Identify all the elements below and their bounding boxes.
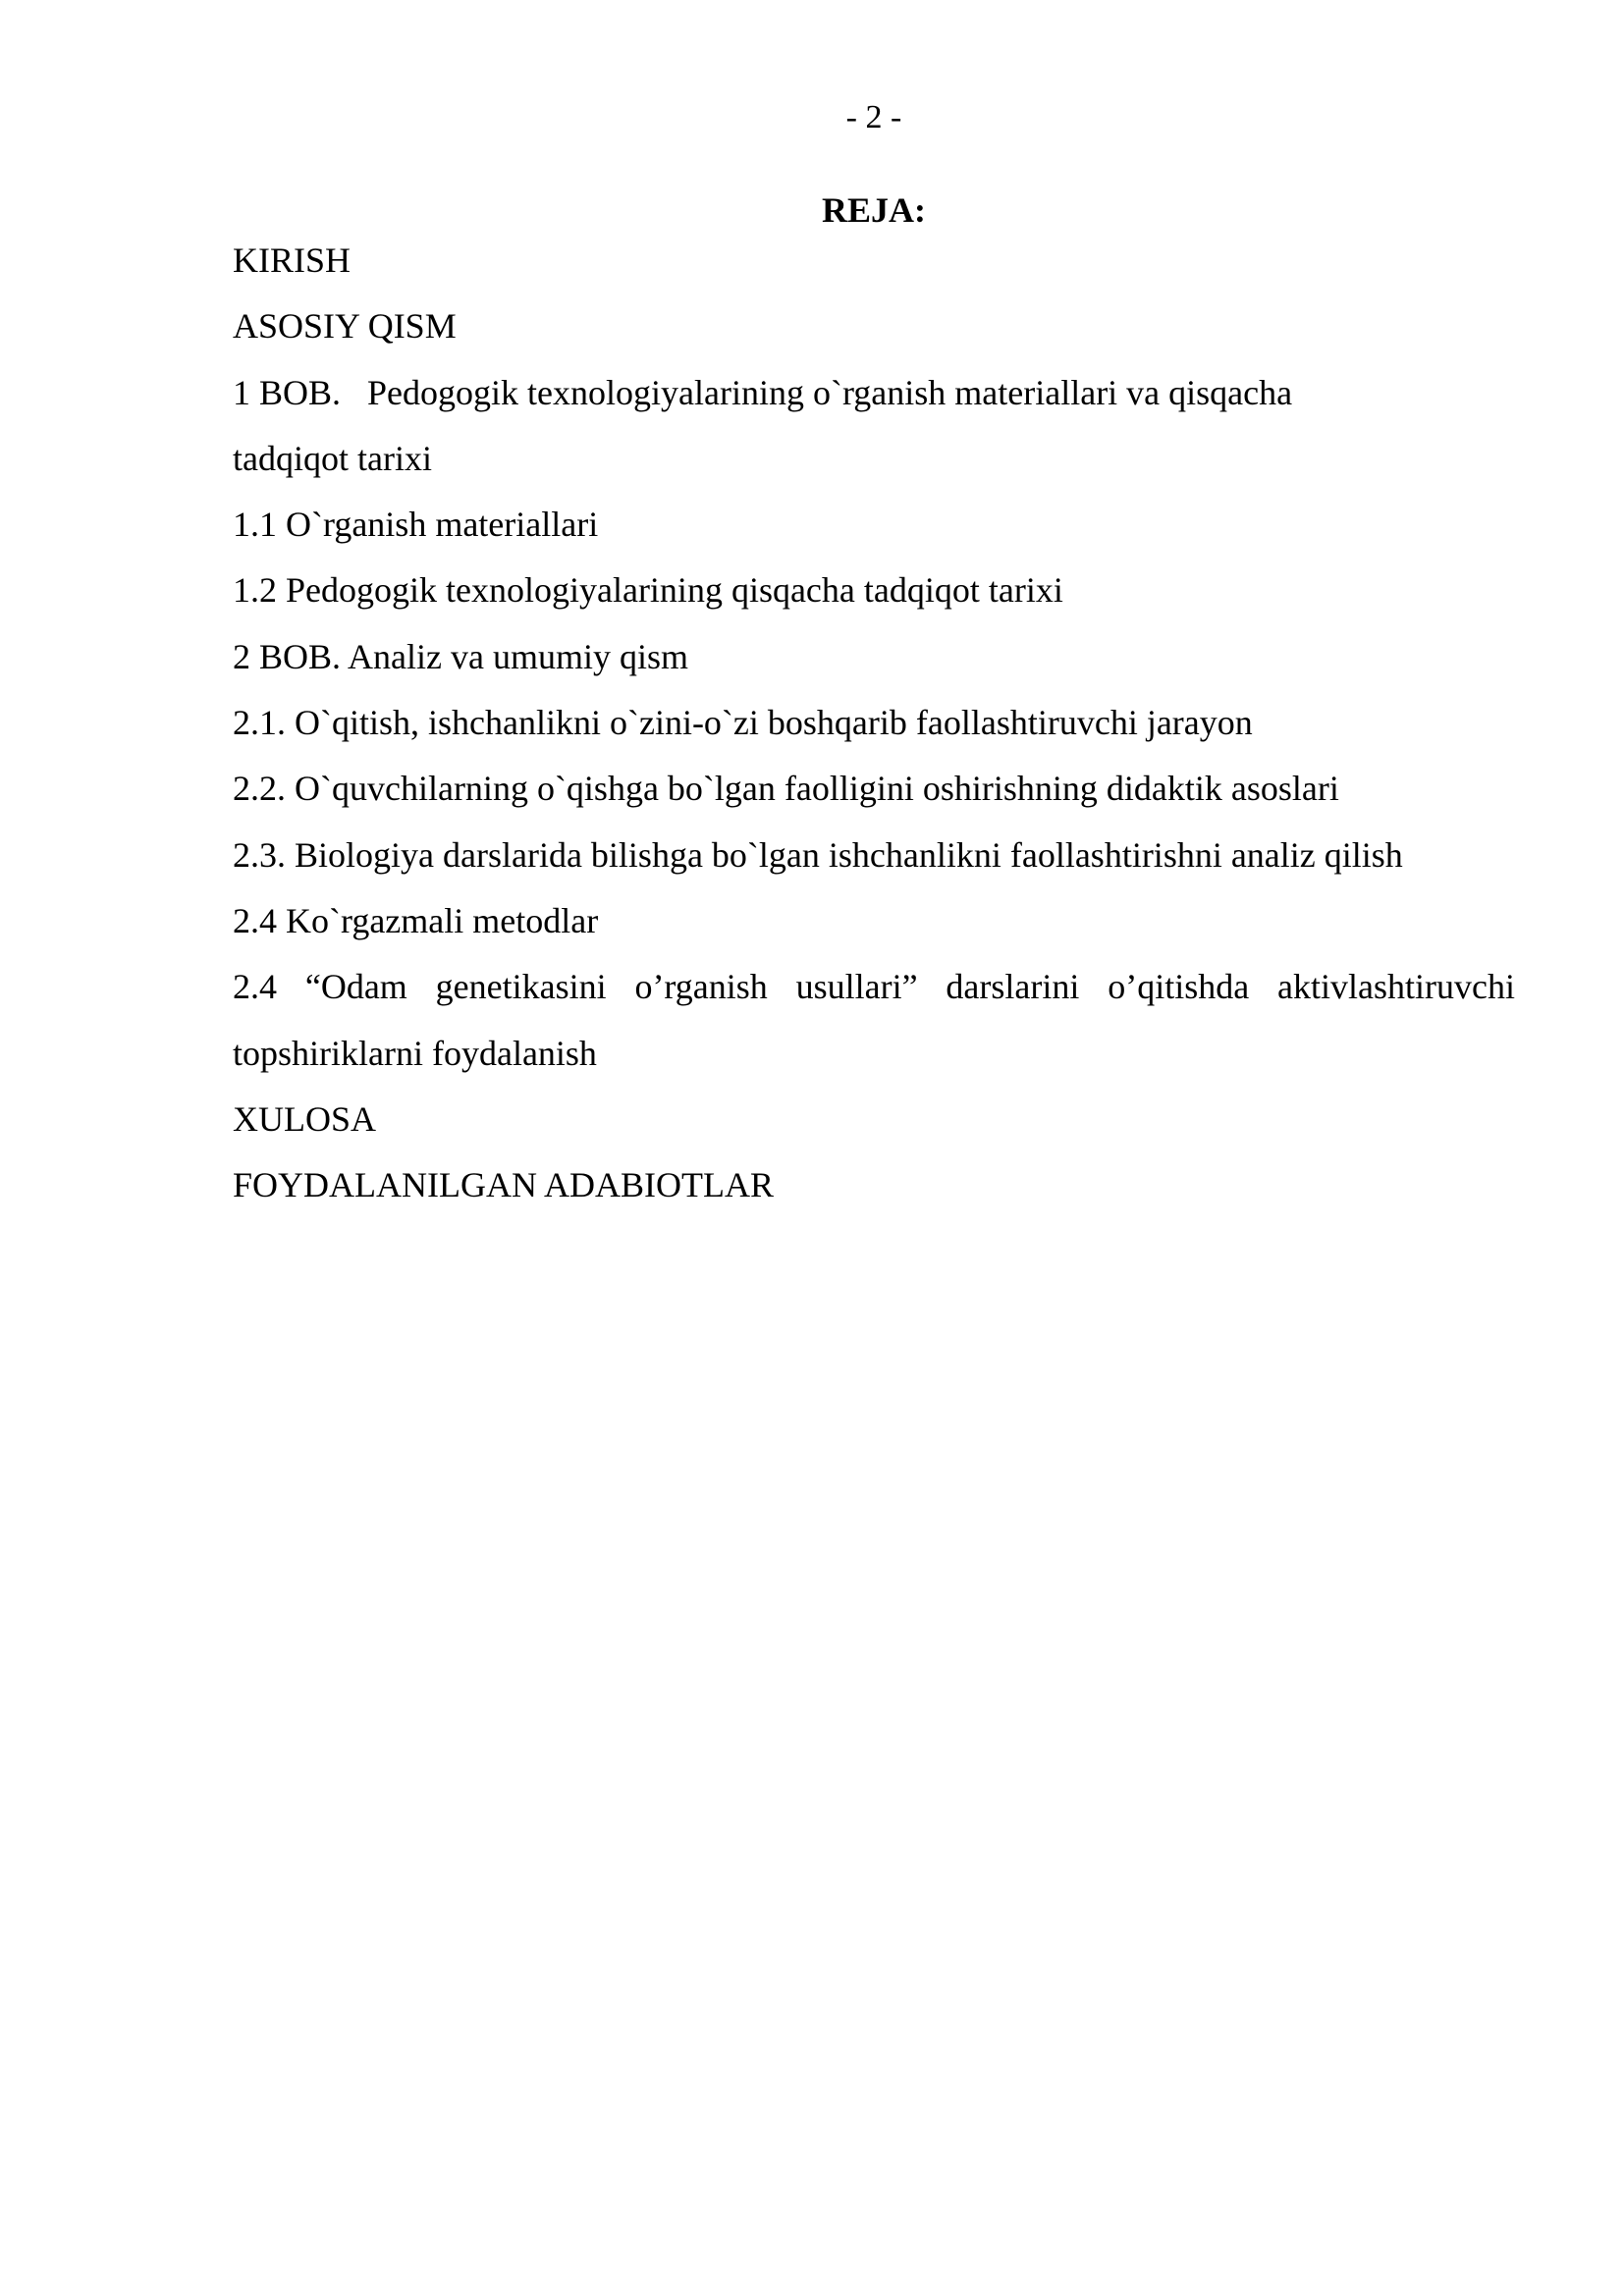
toc-item-2-4-genetika: 2.4 “Odam genetikasini o’rganish usullari” darslarini o’qitishda aktivlashtiruvchi topshiriklarni foydalanish: [233, 967, 1515, 1073]
toc-item-xulosa: XULOSA: [233, 1098, 377, 1139]
toc-item-1-1: 1.1 O`rganish materiallari: [233, 505, 599, 545]
page-number: - 2 -: [845, 99, 902, 135]
toc-item-2-4-metodlar: 2.4 Ko`rgazmali metodlar: [233, 900, 599, 940]
toc-item-chapter-1-continued: tadqiqot tarixi: [233, 438, 432, 478]
toc-item-2-1: 2.1. O`qitish, ishchanlikni o`zini-o`zi boshqarib faollashtiruvchi jarayon: [233, 703, 1253, 743]
toc-item-2-3: 2.3. Biologiya darslarida bilishga bo`lgan ishchanlikni faollashtirishni analiz qilish: [233, 834, 1403, 875]
toc-item-asosiy-qism: ASOSIY QISM: [233, 306, 457, 347]
toc-item-adabiotlar: FOYDALANILGAN ADABIOTLAR: [233, 1165, 774, 1205]
table-of-contents: [233, 228, 1515, 1218]
toc-item-1-2: 1.2 Pedogogik texnologiyalarining qisqacha tadqiqot tarixi: [233, 570, 1063, 611]
page-title: REJA:: [822, 190, 926, 230]
toc-item-chapter-2: 2 BOB. Analiz va umumiy qism: [233, 636, 688, 676]
toc-item-kirish: KIRISH: [233, 240, 352, 280]
toc-item-2-2: 2.2. O`quvchilarning o`qishga bo`lgan faolligini oshirishning didaktik asoslari: [233, 769, 1339, 809]
toc-item-chapter-1: 1 BOB. Pedogogik texnologiyalarining o`rganish materiallari va qisqacha: [233, 372, 1293, 412]
